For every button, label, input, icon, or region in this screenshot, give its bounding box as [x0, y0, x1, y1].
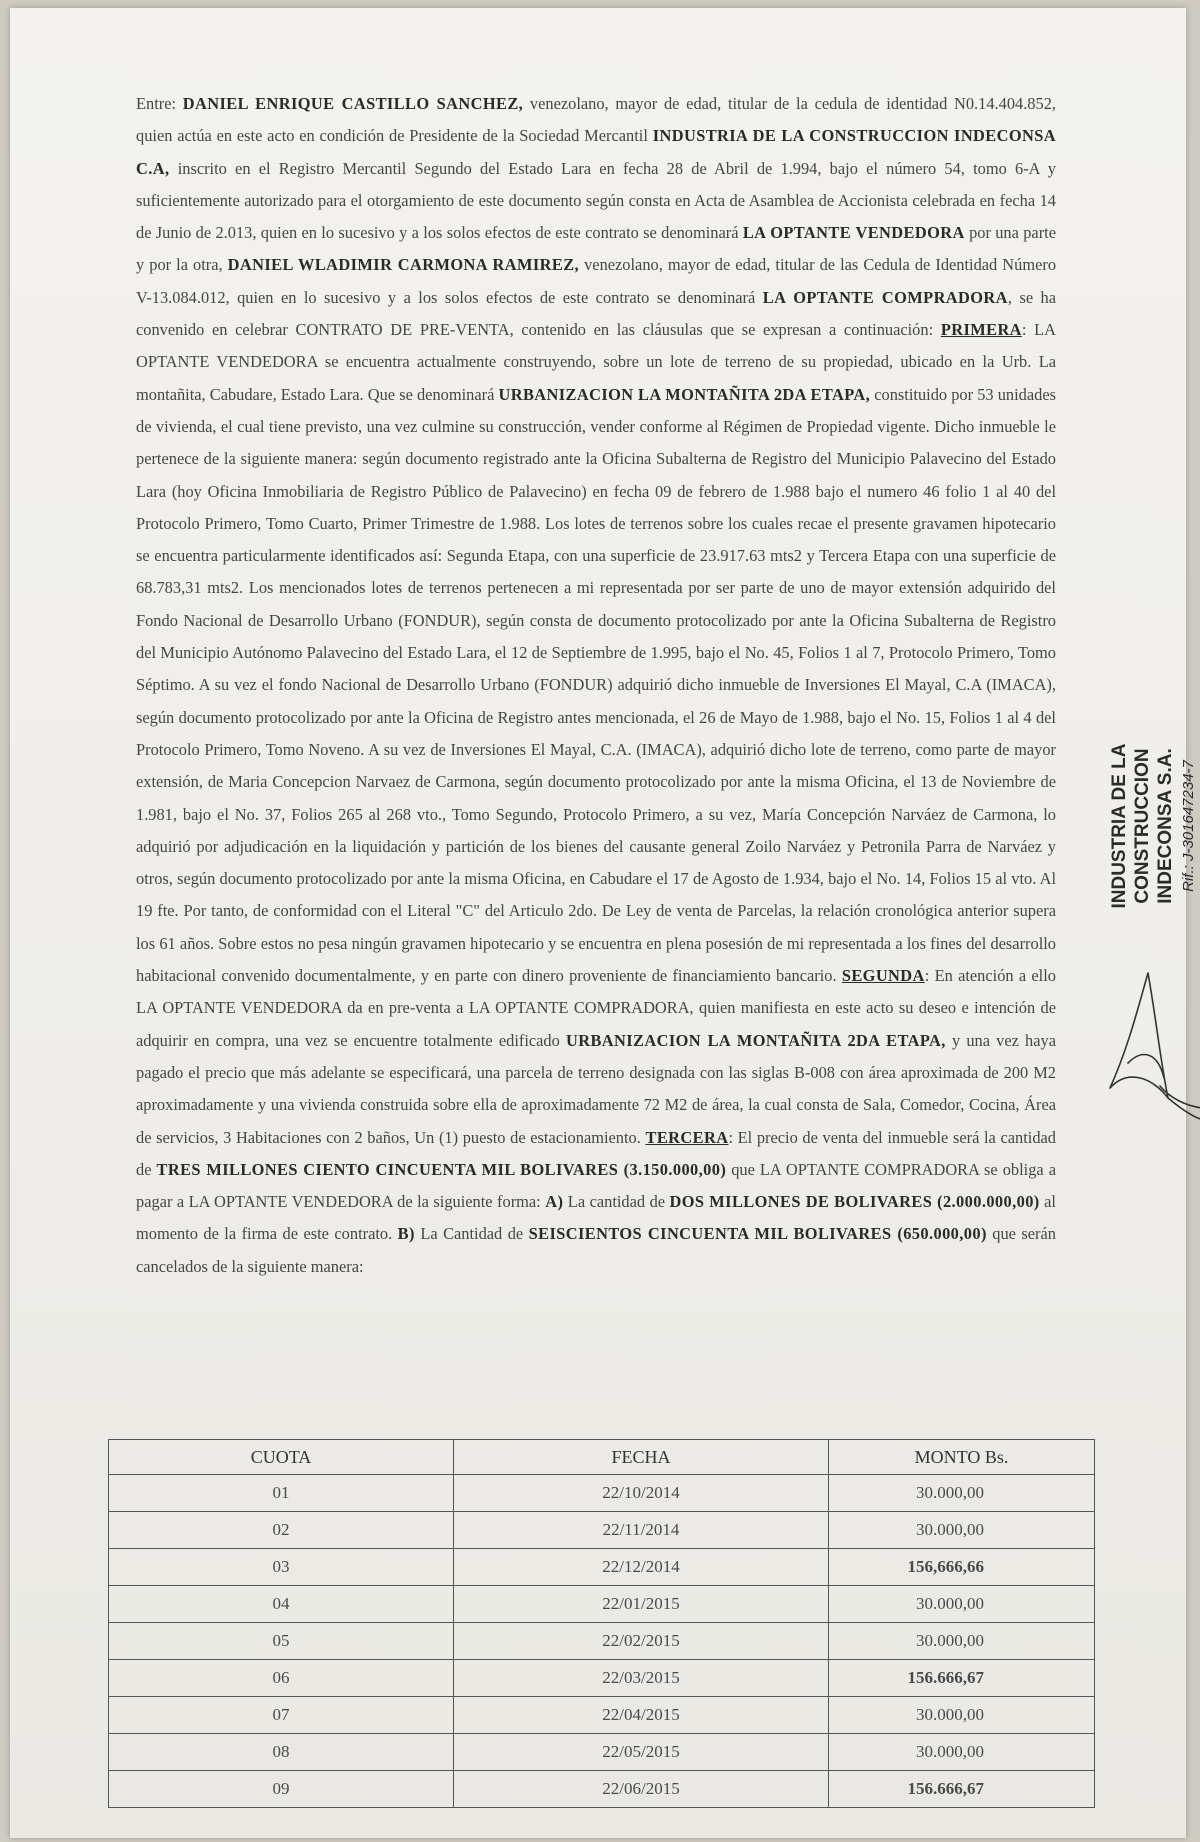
- seller-designation: LA OPTANTE VENDEDORA: [742, 223, 965, 243]
- fecha-cell: 22/06/2015: [454, 1771, 829, 1808]
- buyer-name: DANIEL WLADIMIR CARMONA RAMIREZ,: [227, 255, 580, 275]
- document-page: [10, 8, 1197, 1838]
- contract-paragraph-parties: [136, 88, 1056, 1283]
- stamp-line-company-2: CONSTRUCCION INDECONSA S.A.: [1132, 748, 1176, 904]
- contract-body: [136, 88, 1056, 1283]
- stamp-line-company: INDUSTRIA DE LA: [1109, 743, 1130, 909]
- table-header-row: [109, 1440, 1095, 1475]
- clause-heading-primera: PRIMERA: [940, 320, 1022, 340]
- text-segment: : El precio de venta del inmueble será la cantidad de: [136, 1127, 1056, 1179]
- fecha-cell: 22/05/2015: [454, 1734, 829, 1771]
- fecha-cell: 22/02/2015: [454, 1623, 829, 1660]
- project-name: URBANIZACION LA MONTAÑITA 2DA ETAPA,: [566, 1030, 946, 1050]
- text-segment: , se ha convenido en celebrar CONTRATO DE PRE-VENTA, contenido en las cláusulas que se expresan a continuación:: [136, 287, 1057, 340]
- text-segment: La Cantidad de: [414, 1224, 529, 1244]
- text-segment: al momento de la firma de este contrato.: [136, 1192, 1056, 1244]
- header-fecha: FECHA: [454, 1440, 829, 1475]
- monto-cell: 156,666,66: [829, 1549, 1095, 1586]
- table-row: [109, 1512, 1095, 1549]
- item-label-b: B): [397, 1224, 415, 1244]
- cuota-cell: 01: [109, 1475, 454, 1512]
- fecha-cell: 22/01/2015: [454, 1586, 829, 1623]
- text-segment: Entre:: [136, 94, 183, 113]
- installments-table-body: [109, 1475, 1095, 1808]
- table-row: [109, 1697, 1095, 1734]
- company-stamp: [1108, 696, 1200, 956]
- monto-cell: 30.000,00: [829, 1697, 1095, 1734]
- table-row: [109, 1586, 1095, 1623]
- cuota-cell: 02: [109, 1512, 454, 1549]
- header-cuota: CUOTA: [109, 1440, 454, 1475]
- fecha-cell: 22/04/2015: [454, 1697, 829, 1734]
- header-monto: MONTO Bs.: [829, 1440, 1095, 1475]
- clause-heading-tercera: TERCERA: [645, 1127, 729, 1147]
- fecha-cell: 22/12/2014: [454, 1549, 829, 1586]
- monto-cell: 30.000,00: [829, 1734, 1095, 1771]
- text-segment: inscrito en el Registro Mercantil Segundo del Estado Lara en fecha 28 de Abril de 1.994, bajo el número 54, tomo 6-A y suficientemente autorizado para el otorgamiento de este documento según consta en Acta de Asamblea de Accionista celebrada en fecha 14 de Junio de 2.013, quien en lo sucesivo y a los solos efectos de este contrato se denominará: [136, 158, 1056, 243]
- total-price: TRES MILLONES CIENTO CINCUENTA MIL BOLIVARES (3.150.000,00): [156, 1159, 727, 1179]
- fecha-cell: 22/10/2014: [454, 1475, 829, 1512]
- monto-cell: 156.666,67: [829, 1771, 1095, 1808]
- clause-heading-segunda: SEGUNDA: [841, 966, 925, 986]
- cuota-cell: 05: [109, 1623, 454, 1660]
- fecha-cell: 22/03/2015: [454, 1660, 829, 1697]
- table-row: [109, 1623, 1095, 1660]
- monto-cell: 30.000,00: [829, 1475, 1095, 1512]
- project-name: URBANIZACION LA MONTAÑITA 2DA ETAPA,: [498, 384, 871, 404]
- text-segment: : LA OPTANTE VENDEDORA se encuentra actualmente construyendo, sobre un lote de terreno de su propiedad, ubicado en la Urb. La montañita, Cabudare, Estado Lara. Que se denominará: [136, 320, 1056, 404]
- cuota-cell: 06: [109, 1660, 454, 1697]
- text-segment: y una vez haya pagado el precio que más adelante se especificará, una parcela de terreno designada con las siglas B-008 con área aproximada de 200 M2 aproximadamente y una vivienda construida sobre ella de aproximadamente 72 M2 de área, la cual consta de Sala, Comedor, Cocina, Área de servicios, 3 Habitaciones con 2 baños, Un (1) puesto de estacionamiento.: [136, 1030, 1056, 1147]
- company-name: INDUSTRIA DE LA CONSTRUCCION INDECONSA C.A,: [136, 126, 1056, 178]
- handwritten-signature: [1098, 968, 1200, 1138]
- cuota-cell: 04: [109, 1586, 454, 1623]
- stamp-line-rif: Rif.: J-301647234-7: [1180, 760, 1197, 892]
- installments-table: [108, 1439, 1095, 1808]
- cuota-cell: 03: [109, 1549, 454, 1586]
- table-row: [109, 1771, 1095, 1808]
- text-segment: que serán cancelados de la siguiente manera:: [136, 1224, 1056, 1276]
- table-row: [109, 1734, 1095, 1771]
- table-row: [109, 1549, 1095, 1586]
- text-segment: constituido por 53 unidades de vivienda, el cual tiene previsto, una vez culmine su construcción, vender conforme al Régimen de Propiedad vigente. Dicho inmueble le pertenece de la siguiente manera: según documento registrado ante la Oficina Subalterna de Registro del Municipio Palavecino del Estado Lara (hoy Oficina Inmobiliaria de Registro Público de Palavecino) en fecha 09 de febrero de 1.988 bajo el numero 46 folio 1 al 40 del Protocolo Primero, Tomo Cuarto, Primer Trimestre de 1.988. Los lotes de terrenos sobre los cuales recae el presente gravamen hipotecario se encuentra particularmente identificados así: Segunda Etapa, con una superficie de 23.917.63 mts2 y Tercera Etapa con una superficie de 68.783,31 mts2. Los mencionados lotes de terrenos pertenecen a mi representada por ser parte de uno de mayor extensión adquirido del Fondo Nacional de Desarrollo Urbano (FONDUR), según consta de documento protocolizado por ante la Oficina Subalterna de Registro del Municipio Autónomo Palavecino del Estado Lara, el 12 de Septiembre de 1.995, bajo el No. 45, Folios 1 al 7, Protocolo Primero, Tomo Séptimo. A su vez el fondo Nacional de Desarrollo Urbano (FONDUR) adquirió dicho inmueble de Inversiones El Mayal, C.A (IMACA), según documento protocolizado por ante la Oficina de Registro antes mencionada, el 26 de Mayo de 1.988, bajo el No. 15, Folios 1 al 4 del Protocolo Primero, Tomo Noveno. A su vez de Inversiones El Mayal, C.A. (IMACA), adquirió dicho lote de terreno, como parte de mayor extensión, de Maria Concepcion Narvaez de Carmona, según documento protocolizado por ante la misma Oficina, el 13 de Noviembre de 1.981, bajo el No. 37, Folios 265 al 268 vto., Tomo Segundo, Protocolo Primero, a su vez, María Concepción Narváez de Carmona, lo adquirió por adjudicación en la liquidación y partición de los bienes del causante general Zoilo Narváez y Petronila Parra de Narváez y otros, según documento protocolizado por ante la misma Oficina, en Cabudare el 17 de Agosto de 1.934, bajo el No. 14, Folios 15 al vto. Al 19 fte. Por tanto, de conformidad con el Literal "C" del Articulo 2do. De Ley de venta de Parcelas, la relación cronológica anterior supera los 61 años. Sobre estos no pesa ningún gravamen hipotecario y se encuentra en plena posesión de mi representada a los fines del desarrollo habitacional convenido documentalmente, y en parte con dinero proveniente de financiamiento bancario.: [136, 384, 1056, 986]
- text-segment: venezolano, mayor de edad, titular de la cedula de identidad N0.14.404.852, quien actúa en este acto en condición de Presidente de la Sociedad Mercantil: [136, 94, 1056, 146]
- text-segment: venezolano, mayor de edad, titular de las Cedula de Identidad Número V-13.084.012, quien en lo sucesivo y a los solos efectos de este contrato se denominará: [136, 255, 1057, 307]
- buyer-designation: LA OPTANTE COMPRADORA: [762, 287, 1008, 307]
- installments-amount: SEISCIENTOS CINCUENTA MIL BOLIVARES (650.000,00): [528, 1224, 987, 1244]
- text-segment: La cantidad de: [563, 1192, 670, 1212]
- monto-cell: 30.000,00: [829, 1586, 1095, 1623]
- table-row: [109, 1475, 1095, 1512]
- item-label-a: A): [545, 1192, 564, 1212]
- monto-cell: 30.000,00: [829, 1512, 1095, 1549]
- text-segment: por una parte y por la otra,: [136, 223, 1056, 275]
- seller-representative-name: DANIEL ENRIQUE CASTILLO SANCHEZ,: [182, 94, 524, 113]
- text-segment: que LA OPTANTE COMPRADORA se obliga a pagar a LA OPTANTE VENDEDORA de la siguiente forma:: [136, 1159, 1056, 1212]
- monto-cell: 30.000,00: [829, 1623, 1095, 1660]
- cuota-cell: 08: [109, 1734, 454, 1771]
- fecha-cell: 22/11/2014: [454, 1512, 829, 1549]
- text-segment: : En atención a ello LA OPTANTE VENDEDORA da en pre-venta a LA OPTANTE COMPRADORA, quien manifiesta en este acto su deseo e intención de adquirir en compra, una vez se encuentre totalmente edificado: [136, 966, 1056, 1050]
- monto-cell: 156.666,67: [829, 1660, 1095, 1697]
- down-payment-amount: DOS MILLONES DE BOLIVARES (2.000.000,00): [669, 1192, 1040, 1212]
- cuota-cell: 07: [109, 1697, 454, 1734]
- table-row: [109, 1660, 1095, 1697]
- cuota-cell: 09: [109, 1771, 454, 1808]
